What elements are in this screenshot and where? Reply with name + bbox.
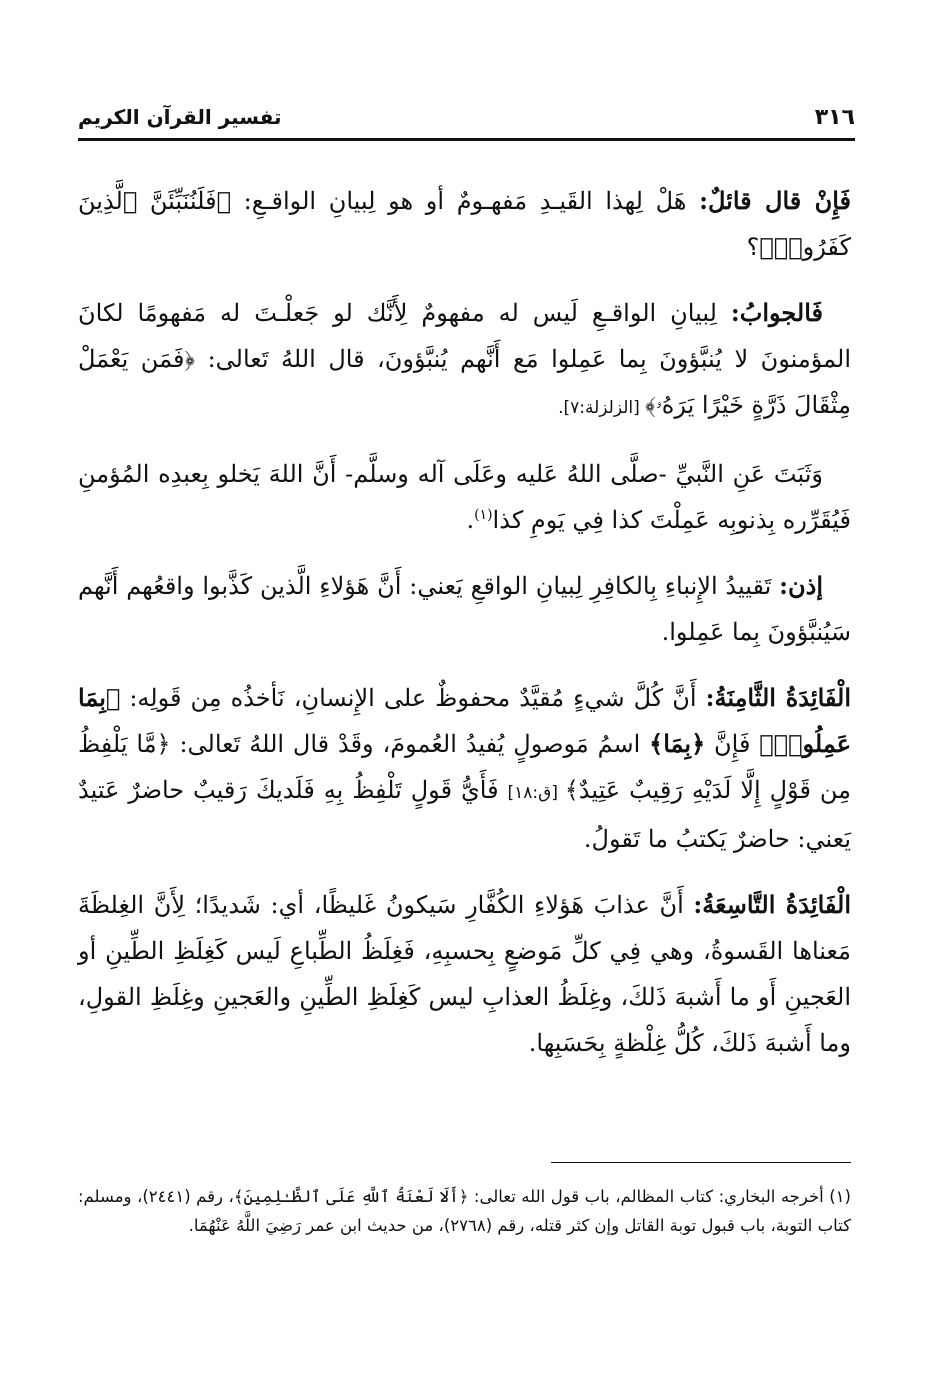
footnote-marker: (١) — [829, 1187, 851, 1206]
footnote-reference[interactable]: (١) — [474, 507, 493, 523]
footnote-separator — [551, 1162, 851, 1163]
footnote-text-1: أخرجه البخاري: كتاب المظالم، باب قول الله تعالى: — [468, 1187, 830, 1206]
surah-citation: [الزلزلة:٧]. — [558, 398, 646, 418]
ninth-benefit-text: أَنَّ عذابَ هَؤلاءِ الكُفَّارِ سَيكونُ غَليظًا، أي: شَديدًا؛ لِأَنَّ الغِلظَةَ مَعناها القَسوةُ، وهي فِي كلِّ مَوضعٍ بِحسبِهِ، فَغِلَظُ الطِّباعِ لَيس كَغِلَظِ الطِّينِ أو العَجينِ أَو ما أَشبهَ ذَلكَ، وغِلَظُ العذابِ ليس كَغِلَظِ الطِّينِ والعَجينِ وغِلَظِ القولِ، وما أَشبهَ ذَلكَ، كُلُّ غِلْظةٍ بِحَسَبِها. — [78, 891, 851, 1057]
eighth-benefit-text-3: اسمُ مَوصولٍ يُفيدُ العُمومَ، وقَدْ قال اللهُ تَعالى: — [170, 730, 650, 758]
footnote-text-2: ، رقم (٢٤٤١)، ومسلم: كتاب التوبة، باب قبول توبة القاتل وإن كثر قتله، رقم (٢٧٦٨)، من حديث ابن عمر رَضِيَ اللَّهُ عَنْهُمَا. — [78, 1187, 851, 1235]
hadith-text: وَثَبَتَ عَنِ النَّبيِّ -صلَّى اللهُ عَليه وعَلَى آله وسلَّم- أَنَّ اللهَ يَخلو بِعبدِه المُؤمنِ فَيُقَرِّره بِذنوبِه عَمِلْتَ كذا فِي يَومِ كذا — [78, 460, 851, 534]
quran-verse-quote: ﴿فَمَن يَعْمَلْ مِثْقَالَ ذَرَّةٍ خَيْرًا يَرَهُۥ﴾ — [78, 345, 851, 419]
footnote-item — [78, 1182, 851, 1240]
quran-verse-quote: ﴿بِمَا عَمِلُوا۟﴾ — [78, 683, 852, 758]
answer-lead: فَالجوابُ: — [730, 298, 823, 327]
question-mark: ؟ — [746, 233, 760, 261]
page-number: ٣١٦ — [814, 104, 855, 130]
conclusion-lead: إذن: — [779, 571, 823, 600]
answer-text: لِبيانِ الواقـعِ لَيس له مفهومٌ لِأَنَّك لو جَعلْـتَ له مَفهومًا لكانَ المؤمنونَ لا يُنبَّؤونَ بِما عَمِلوا مَع أَنَّهم يُنبَّؤونَ، قال اللهُ تَعالى: — [78, 299, 851, 373]
quran-verse-quote: ﴿فَلَنُنَبِّئَنَّ ٱلَّذِينَ كَفَرُوا۟﴾ — [78, 187, 851, 261]
eighth-benefit-text-2: فَإِنَّ — [705, 730, 760, 758]
surah-citation: [ق:١٨] — [507, 783, 565, 803]
quran-verse-quote: ﴿بِمَا﴾ — [649, 729, 706, 758]
header-rule — [78, 138, 855, 141]
quran-verse-quote: ﴿أَلَا لَعْنَةُ ٱللَّهِ عَلَى ٱلظَّـٰلِمِينَ﴾ — [233, 1187, 469, 1206]
question-text: هَلْ لِهذا القَيـدِ مَفهـومٌ أو هو لِبيانِ الواقـعِ: — [230, 187, 700, 215]
eighth-benefit-heading: الْفَائِدَةُ الثَّامِنَةُ: — [705, 683, 852, 712]
paragraph-hadith — [78, 451, 851, 543]
running-title: تفسير القرآن الكريم — [78, 105, 282, 129]
paragraph-answer — [78, 290, 851, 431]
paragraph-eighth-benefit — [78, 675, 851, 862]
ninth-benefit-heading: الْفَائِدَةُ التَّاسِعَةُ: — [693, 890, 851, 919]
eighth-benefit-text-4: فَأَيُّ قَولٍ تَلْفِظُ بِهِ فَلَديكَ رَقيبٌ حاضرٌ عَتيدٌ يَعني: حاضرٌ يَكتبُ ما تَقولُ. — [78, 776, 851, 853]
conclusion-text: تَقييدُ الإِنباءِ بِالكافِرِ لِبيانِ الواقعِ يَعني: أَنَّ هَؤلاءِ الَّذين كَذَّبوا واقعُهم أَنَّهم سَيُنبَّؤونَ بِما عَمِلوا. — [78, 572, 851, 646]
page-header — [78, 100, 855, 134]
footnotes — [78, 1182, 851, 1240]
paragraph-conclusion — [78, 563, 851, 655]
quran-verse-quote: ﴿مَّا يَلْفِظُ مِن قَوْلٍ إِلَّا لَدَيْهِ رَقِيبٌ عَتِيدٌ﴾ — [78, 730, 851, 804]
eighth-benefit-text-1: أَنَّ كُلَّ شيءٍ مُقيَّدٌ محفوظٌ على الإِنسانِ، نَأخذُه مِن قَولِه: — [120, 684, 706, 712]
paragraph-ninth-benefit — [78, 882, 851, 1066]
main-text — [78, 178, 851, 1086]
question-lead: فَإِنْ قال قائلٌ: — [699, 186, 852, 215]
hadith-tail: . — [466, 506, 475, 534]
paragraph-question — [78, 178, 851, 270]
